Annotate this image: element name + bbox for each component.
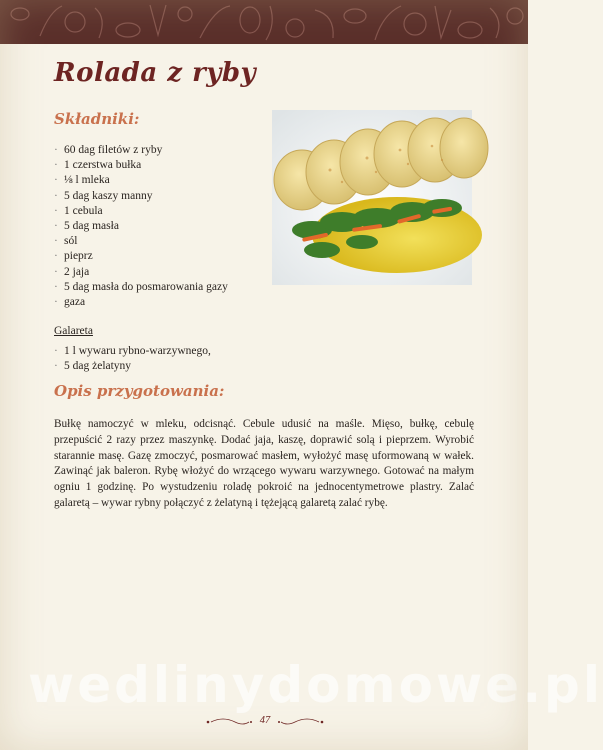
list-item: · 60 dag filetów z ryby [54, 143, 228, 158]
jelly-label: Galareta [54, 325, 93, 337]
list-item: · pieprz [54, 249, 228, 264]
list-item: · 1 l wywaru rybno-warzywnego, [54, 344, 211, 359]
ingredients-list [54, 143, 228, 310]
list-item: · 1 cebula [54, 204, 228, 219]
page-title: Rolada z ryby [54, 58, 257, 88]
list-item: · 2 jaja [54, 265, 228, 280]
list-item: · 5 dag masła do posmarowania gazy [54, 280, 228, 295]
list-item: · 5 dag kaszy manny [54, 189, 228, 204]
jelly-ingredients-list [54, 344, 211, 374]
vegetable-pattern-icon [0, 0, 528, 44]
list-item: · sól [54, 234, 228, 249]
list-item: · ⅛ l mleka [54, 173, 228, 188]
method-heading: Opis przygotowania: [54, 382, 225, 400]
page-footer [205, 712, 325, 732]
list-item: · gaza [54, 295, 228, 310]
ingredients-heading: Składniki: [54, 110, 140, 128]
list-item: · 5 dag masła [54, 219, 228, 234]
dish-photo [272, 110, 472, 285]
page-number: 47 [259, 715, 271, 726]
watermark: wedlinydomowe.pl [28, 656, 603, 714]
header-band [0, 0, 528, 44]
list-item: · 5 dag żelatyny [54, 359, 211, 374]
list-item: · 1 czerstwa bułka [54, 158, 228, 173]
method-text: Bułkę namoczyć w mleku, odcisnąć. Cebule udusić na maśle. Mięso, bułkę, cebulę przepuścić 2 razy przez maszynkę. Dodać jaja, kaszę, doprawić solą i pieprzem. Wyrobić starannie masę. Gazę zmoczyć, posmarować masłem, wyłożyć masę uformowaną w wałek. Zawinąć jak baleron. Rybę włożyć do wrzącego wywaru warzywnego. Gotować na małym ogniu 1 godzinę. Po wystudzeniu roladę pokroić na jednocentymetrowe plastry. Zalać galaretą – wywar rybny połączyć z żelatyną i tężejącą galaretą zalać rybę. [54, 418, 474, 509]
